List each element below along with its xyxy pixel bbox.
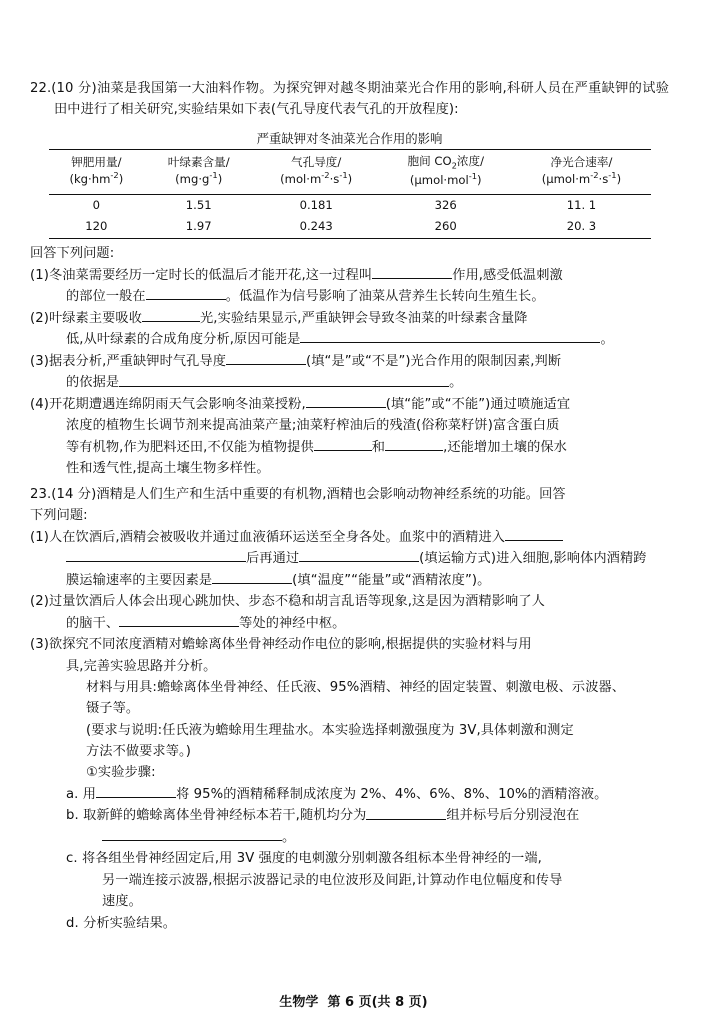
q23-step-a: [30, 784, 669, 806]
answer-blank[interactable]: [96, 784, 176, 798]
table-header-cell: [512, 149, 650, 194]
item-label: (2): [30, 594, 49, 610]
item-label: (2): [30, 310, 49, 326]
item-text: 的部位一般在: [66, 289, 146, 305]
header-line-bottom: $(mg\cdot g^{-1})$: [175, 170, 223, 187]
step-text: 将各组坐骨神经固定后,用 3V 强度的电刺激分别刺激各组标本坐骨神经的一端,: [81, 851, 542, 867]
table-cell: 260: [379, 216, 512, 238]
item-text: 据表分析,严重缺钾时气孔导度: [48, 353, 227, 369]
answer-blank[interactable]: [372, 265, 452, 279]
table-header-cell: [49, 149, 145, 194]
answer-blank[interactable]: [385, 437, 443, 451]
item-text: 。低温作为信号影响了油菜从营养生长转向生殖生长。: [225, 289, 545, 305]
header-line-bottom: (μmol·mol$^{-1}$): [409, 171, 482, 188]
q23-step-d: [30, 913, 669, 934]
item-text: 膜运输速率的主要因素是: [66, 572, 213, 588]
table-cell: 0: [92, 197, 101, 212]
header-line-bottom: $(kg\cdot hm^{-2})$: [69, 170, 124, 187]
item-label: (3): [30, 637, 49, 653]
answer-blank[interactable]: [102, 827, 282, 841]
q22-item-3: [30, 351, 669, 373]
step-label: c.: [66, 851, 78, 867]
q23-item-1-line3: [30, 570, 669, 592]
table-cell: 11. 1: [566, 197, 597, 212]
item-text: 低,从叶绿素的合成角度分析,原因可能是: [66, 332, 301, 348]
item-text: 后再通过: [246, 551, 300, 567]
item-text: 。: [449, 375, 463, 391]
answer-blank[interactable]: [366, 805, 446, 819]
answer-blank[interactable]: [119, 372, 449, 386]
q23-note-line1: (要求与说明:任氏液为蟾蜍用生理盐水。本实验选择刺激强度为 3V,具体刺激和测定: [86, 722, 574, 738]
q23-step-b-line2: [30, 827, 669, 849]
answer-blank[interactable]: [142, 308, 200, 322]
step-text: 将 95%的酒精稀释制成浓度为 2%、4%、6%、8%、10%的酒精溶液。: [176, 786, 608, 802]
item-text: (填“温度”“能量”或“酒精浓度”)。: [292, 572, 491, 588]
q23-materials-line1: 材料与用具:蟾蜍离体坐骨神经、任氏液、95%酒精、神经的固定装置、刺激电极、示波器、: [86, 679, 626, 695]
answer-blank[interactable]: [300, 329, 600, 343]
item-text: 的脑干、: [66, 615, 120, 631]
q23-item-3-line2: 具,完善实验思路并分析。: [66, 658, 217, 674]
item-text: 等有机物,作为肥料还田,不仅能为植物提供: [66, 440, 314, 455]
header-line-top: 净光合速率/: [550, 154, 613, 169]
step-text: 组并标号后分别浸泡在: [446, 808, 580, 824]
step-text: 。: [282, 830, 296, 846]
item-text: (填“是”或“不是”)光合作用的限制因素,判断: [306, 353, 562, 369]
table-row: [49, 194, 651, 216]
q23-item-2: [30, 591, 669, 612]
table-header-cell: [379, 149, 512, 194]
item-text: (填“能”或“不能”)通过喷施适宜: [385, 397, 571, 413]
step-label: b.: [66, 808, 79, 824]
step-text: 分析实验结果。: [83, 915, 177, 931]
header-line-top: 钾肥用量/: [71, 154, 122, 169]
item-text: 的依据是: [66, 375, 120, 391]
q23-step-title: ①实验步骤:: [86, 765, 156, 781]
item-text: 开花期遭遇连绵阴雨天气会影响冬油菜授粉,: [48, 397, 306, 413]
answer-blank[interactable]: [212, 570, 292, 584]
table-header-row: [49, 149, 651, 194]
question-22-stem: 22.(10 分)油菜是我国第一大油料作物。为探究钾对越冬期油菜光合作用的影响,科研人员在严重缺钾的试验田中进行了相关研究,实验结果如下表(气孔导度代表气孔的开放程度):: [30, 81, 669, 118]
answer-blank[interactable]: [314, 437, 372, 451]
table-header-cell: [144, 149, 253, 194]
item-text: ,还能增加土壤的保水: [443, 440, 567, 455]
table-header-cell: [253, 149, 379, 194]
item-text: 。: [600, 332, 614, 348]
q22-item-2-line2: [30, 329, 669, 351]
q23-step-c-line2: 另一端连接示波器,根据示波器记录的电位波形及间距,计算动作电位幅度和传导: [102, 872, 563, 888]
q23-item-3: [30, 634, 669, 655]
item-text: 作用,感受低温刺激: [452, 267, 563, 283]
q23-item-1: [30, 527, 669, 549]
header-line-top: 气孔导度/: [291, 154, 342, 169]
item-text: (填运输方式)进入细胞,影响体内酒精跨: [419, 551, 647, 567]
item-label: (3): [30, 353, 49, 369]
table-cell: 1.51: [185, 197, 212, 212]
q23-note-line2: 方法不做要求等。): [86, 744, 191, 759]
item-text: 等处的神经中枢。: [239, 615, 346, 631]
item-label: (1): [30, 529, 49, 545]
step-label: d.: [66, 915, 79, 931]
answer-blank[interactable]: [299, 548, 419, 562]
answer-blank[interactable]: [119, 613, 239, 627]
answer-intro: 回答下列问题:: [30, 246, 115, 262]
footer-subject: 生物学: [279, 995, 319, 1010]
step-text: 用: [82, 786, 97, 802]
item-label: (4): [30, 397, 49, 413]
q23-step-b: [30, 805, 669, 827]
data-table: [49, 149, 651, 239]
item-text: 过量饮酒后人体会出现心跳加快、步态不稳和胡言乱语等现象,这是因为酒精影响了人: [48, 594, 545, 610]
answer-blank[interactable]: [226, 351, 306, 365]
q23-step-c-line3: 速度。: [102, 894, 142, 910]
item-text: 人在饮酒后,酒精会被吸收并通过血液循环运送至全身各处。血浆中的酒精进入: [48, 529, 506, 545]
q22-item-1-line2: [30, 286, 669, 308]
q22-item-4-line3: [30, 437, 669, 459]
header-line-bottom: $(\mu mol\cdot m^{-2}\cdot s^{-1})$: [541, 170, 622, 187]
q22-item-4-line4: 性和透气性,提高土壤生物多样性。: [66, 461, 270, 477]
item-text: 冬油菜需要经历一定时长的低温后才能开花,这一过程叫: [48, 267, 373, 283]
table-cell: 120: [49, 216, 145, 238]
answer-blank[interactable]: [306, 394, 386, 408]
item-text: 光,实验结果显示,严重缺钾会导致冬油菜的叶绿素含量降: [200, 310, 528, 326]
answer-blank[interactable]: [66, 548, 246, 562]
table-cell: 0.243: [253, 216, 379, 238]
step-text: 取新鲜的蟾蜍离体坐骨神经标本若干,随机均分为: [83, 808, 367, 824]
q22-item-2: [30, 308, 669, 330]
table-cell: 326: [434, 197, 457, 212]
answer-blank[interactable]: [505, 527, 563, 541]
table-cell: 1.97: [144, 216, 253, 238]
table-row: [49, 216, 651, 238]
q23-materials-line2: 镊子等。: [86, 701, 140, 717]
q23-item-2-line2: [30, 613, 669, 635]
item-text: 叶绿素主要吸收: [48, 310, 142, 326]
table-cell: 20. 3: [512, 216, 650, 238]
q23-step-c: [30, 848, 669, 869]
page-footer: [0, 991, 707, 1010]
table-cell: 0.181: [299, 197, 333, 212]
q22-item-3-line2: [30, 372, 669, 394]
table-title: 严重缺钾对冬油菜光合作用的影响: [256, 130, 443, 146]
item-label: (1): [30, 267, 49, 283]
header-line-top: 叶绿素含量/: [167, 154, 230, 169]
q22-item-4-line2: 浓度的植物生长调节剂来提高油菜产量;油菜籽榨油后的残渣(俗称菜籽饼)富含蛋白质: [66, 418, 560, 434]
footer-page-number: 第 6 页(共 8 页): [327, 995, 428, 1010]
answer-blank[interactable]: [146, 286, 226, 300]
header-line-top: 胞间 $CO_2$浓度/: [407, 153, 484, 171]
item-text: 欲探究不同浓度酒精对蟾蜍离体坐骨神经动作电位的影响,根据提供的实验材料与用: [48, 637, 532, 653]
step-label: a.: [66, 786, 79, 802]
item-text: 和: [371, 440, 386, 455]
question-23-stem-line2: 下列问题:: [30, 508, 88, 524]
q23-item-1-line2: [30, 548, 669, 570]
header-line-bottom: $(mol\cdot m^{-2}\cdot s^{-1})$: [280, 170, 353, 187]
question-23-stem-line1: 23.(14 分)酒精是人们生产和生活中重要的有机物,酒精也会影响动物神经系统的功能。回答: [30, 486, 566, 502]
q22-item-1: [30, 265, 669, 287]
q22-item-4: [30, 394, 669, 416]
